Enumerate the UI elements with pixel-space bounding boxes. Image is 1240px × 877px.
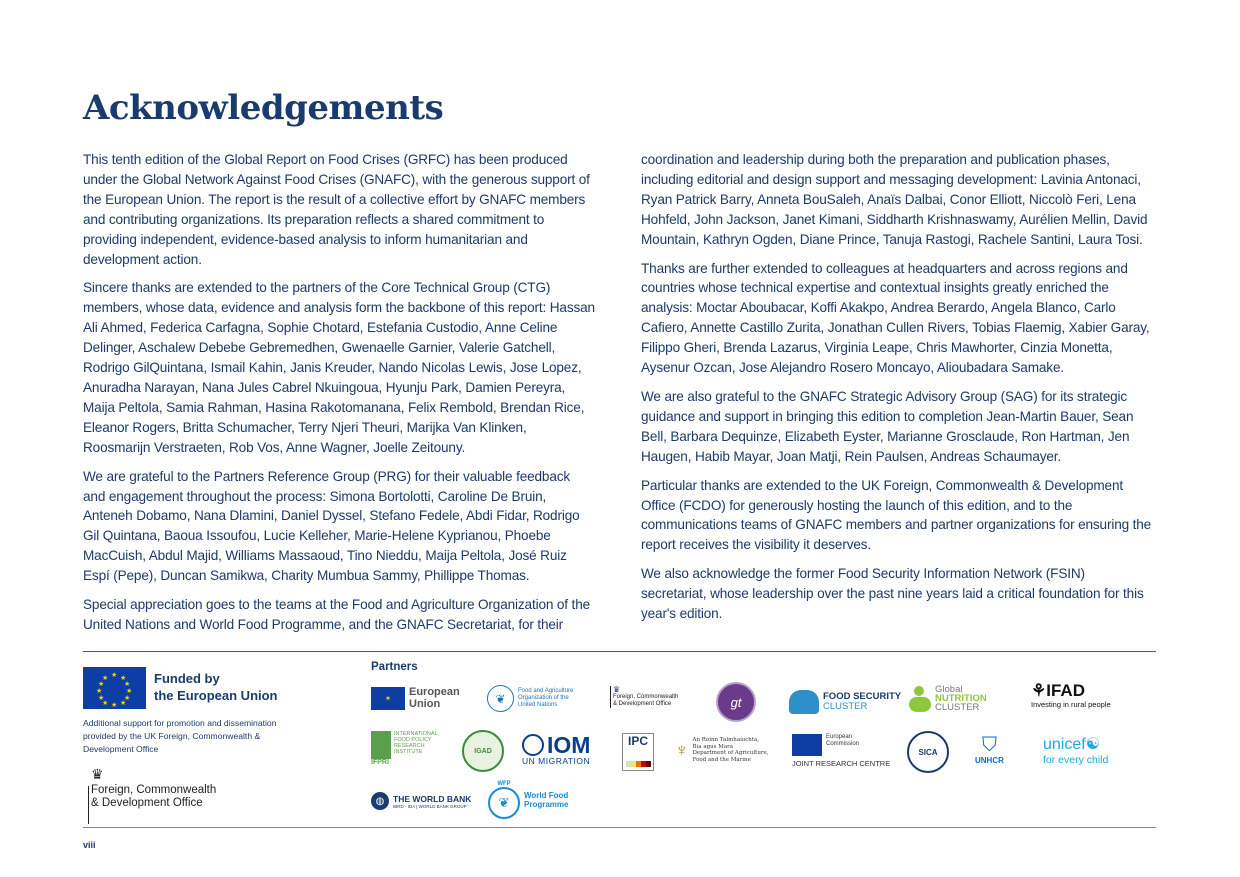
hands-icon [789,690,819,714]
royal-crest-icon: ♛ [91,766,104,782]
left-text-column [83,150,595,644]
food-security-cluster-logo: FOOD SECURITY CLUSTER [789,690,901,714]
wfp-logo: WFP ❦ World Food Programme [488,781,568,819]
jrc-logo: European Commission JOINT RESEARCH CENTRE [792,734,891,768]
ipc-logo: IPC [622,733,654,771]
fsin-paragraph: We also acknowledge the former Food Security Information Network (FSIN) secretariat, whose leadership over the past nine years laid a critical foundation for this year's edition. [641,566,1144,622]
intro-paragraph: This tenth edition of the Global Report on Food Crises (GRFC) has been produced under the Global Network Against Food Crises (GNAFC), with the generous support of the European Union. The report is the result of a collective effort by GNAFC members and contributing organizations. Its preparation reflects a shared commitment to providing independent, evidence-based analysis to inform humanitarian and development action. [83,152,590,267]
funded-by-eu-label: Funded by the European Union [154,671,278,703]
ifpri-leaf-icon [371,731,391,759]
global-nutrition-cluster-logo: Global NUTRITION CLUSTER [909,685,987,712]
coordination-paragraph: coordination and leadership during both the preparation and publication phases, including editorial and design support and messaging development: Lavinia Antonaci, Ryan Patrick Barry, Anneta BouSaleh, Anaïs Dalbai, Conor Elliott, Niccolò Feri, Lena Hohfeld, John Jackson, Janet Kimani, Siddharth Krishnaswamy, Aurélien Mellin, David Mountain, Kathryn Ogden, Diane Prince, Tanuja Rastogi, Rachele Santini, Laura Tosi. [641,152,1148,247]
eu-flag-icon: ★ ★ ★ ★ ★ ★ ★ ★ ★ ★ ★ ★ [83,667,146,709]
unicef-logo: unicef☯ for every child [1043,736,1109,766]
page-title: Acknowledgements [83,88,444,128]
ctg-paragraph: Sincere thanks are extended to the partners of the Core Technical Group (CTG) members, whose data, evidence and analysis form the backbone of this report: Hassan Ali Ahmed, Federica Carfagna, Sophie Chotard, Estefania Custodio, Anne Celine Delinger, Aschalew Debebe Gebremedhen, Gwenaelle Garnier, Valerie Gatchell, Rodrigo GilQuintana, Ismail Kahin, Janis Kreuder, Nando Nicolas Lewis, Jose Lopez, Anuradha Narayan, Nana Jules Cabrel Nkuingoua, Hyunju Park, Damien Pereyra, Maija Peltola, Samia Rahman, Hasina Rakotomanana, Felix Rembold, Brendan Rice, Eleanor Rogers, Britta Schumacher, Terry Njeri Theuri, Marijka Van Klinken, Roosmarijn Verstraeten, Rob Vos, Anne Wagner, Joelle Zeitouny. [83,280,595,455]
fcdo-partner-logo: ♛ Foreign, Commonwealth & Development Office [610,686,678,708]
unhcr-hands-icon: ⛉ [981,734,997,756]
igad-logo: IGAD [462,730,504,772]
iom-logo: IOM UN MIGRATION [522,732,591,766]
unicef-globe-icon: ☯ [1085,736,1101,753]
fcdo-thanks-paragraph: Particular thanks are extended to the UK Foreign, Commonwealth & Development Office (FCDO) for generously hosting the launch of this edition, and to the communications teams of GNAFC members and partner organizations for ensuring the report receives the visibility it deserves. [641,477,1152,553]
ifpri-logo: INTERNATIONAL FOOD POLICY RESEARCH INSTITUTE IFPRI [371,731,438,766]
eu-flag-icon [792,734,822,756]
fao-logo: ❦ Food and Agriculture Organization of the United Nations [487,685,573,712]
footer-divider-top [83,651,1156,652]
sica-logo: SICA [907,731,949,773]
un-globe-icon [522,734,544,756]
nutrition-figure-icon [909,686,931,712]
eu-flag-icon: ✶ [371,687,405,710]
ireland-agriculture-logo: ♆ An Roinn Talmhaíochta, Bia agus Mara Department of Agriculture, Food and the Marine [675,737,769,763]
partners-heading: Partners [371,661,418,673]
global-thematic-logo: gt [716,682,756,722]
footer-divider-bottom [83,827,1156,828]
world-bank-logo: ◍ THE WORLD BANK IBRD · IDA | WORLD BANK GROUP [371,792,471,810]
special-appreciation-paragraph: Special appreciation goes to the teams at the Food and Agriculture Organization of the United Nations and World Food Programme, and the GNAFC Secretariat, for their [83,597,591,632]
colleagues-paragraph: Thanks are further extended to colleagues at headquarters and across regions and countries whose technical expertise and contextual insights greatly enriched the analysis: Moctar Aboubacar, Koffi Akakpo, Andrea Berardo, Angela Blanco, Carlo Cafiero, Annette Castillo Zurita, Jonathan Cullen Rivers, Tobias Flaemig, Xabier Garay, Filippo Gheri, Brenda Lazarus, Virginia Leape, Chris Mawhorter, Cinzia Monetta, Aysenur Ozcan, Jose Alejandro Rosero Moncayo, Alioubadara Samake. [641,260,1150,376]
page-number: viii [83,840,96,850]
harp-icon: ♆ [675,739,689,760]
sag-paragraph: We are also grateful to the GNAFC Strategic Advisory Group (SAG) for its strategic guidance and support in bringing this edition to completion Jean-Martin Bauer, Sean Bell, Barbara Dequinze, Elizabeth Eyster, Marianne Grosclaude, Ron Hartman, Jen Haugen, Habib Mayar, Joan Matji, Rein Paulsen, Andreas Schaumayer. [641,388,1134,464]
right-text-column [641,150,1153,633]
eu-partner-logo: ✶ European Union [371,686,460,710]
unhcr-logo: ⛉ UNHCR [975,734,1004,765]
world-bank-globe-icon: ◍ [371,792,389,810]
royal-crest-icon: ♛ [613,685,621,694]
wheat-icon: ⚘ [1031,681,1047,700]
prg-paragraph: We are grateful to the Partners Reference Group (PRG) for their valuable feedback and engagement throughout the process: Simona Bortolotti, Caroline De Bruin, Anteneh Dobamo, Nana Dlamini, Daniel Dyssel, Stefano Fedele, Abdi Fidar, Rodrigo Gil Quintana, Baoua Issoufou, Lucie Kelleher, Marie-Helene Kyprianou, Phoebe MacCuish, Abdul Majid, Williams Massaoud, Tino Nieddu, Maija Peltola, José Ruiz Espí (Pepe), Duncan Samikwa, Charity Mumbua Sammy, Phillippe Thomas. [83,468,580,584]
additional-support-note: Additional support for promotion and dissemination provided by the UK Foreign, Commonwealth & Development Office [83,718,277,754]
fao-emblem-icon: ❦ [487,685,514,712]
wfp-emblem-icon: ❦ [488,787,520,819]
ifad-logo: ⚘IFAD Investing in rural people [1031,681,1111,709]
